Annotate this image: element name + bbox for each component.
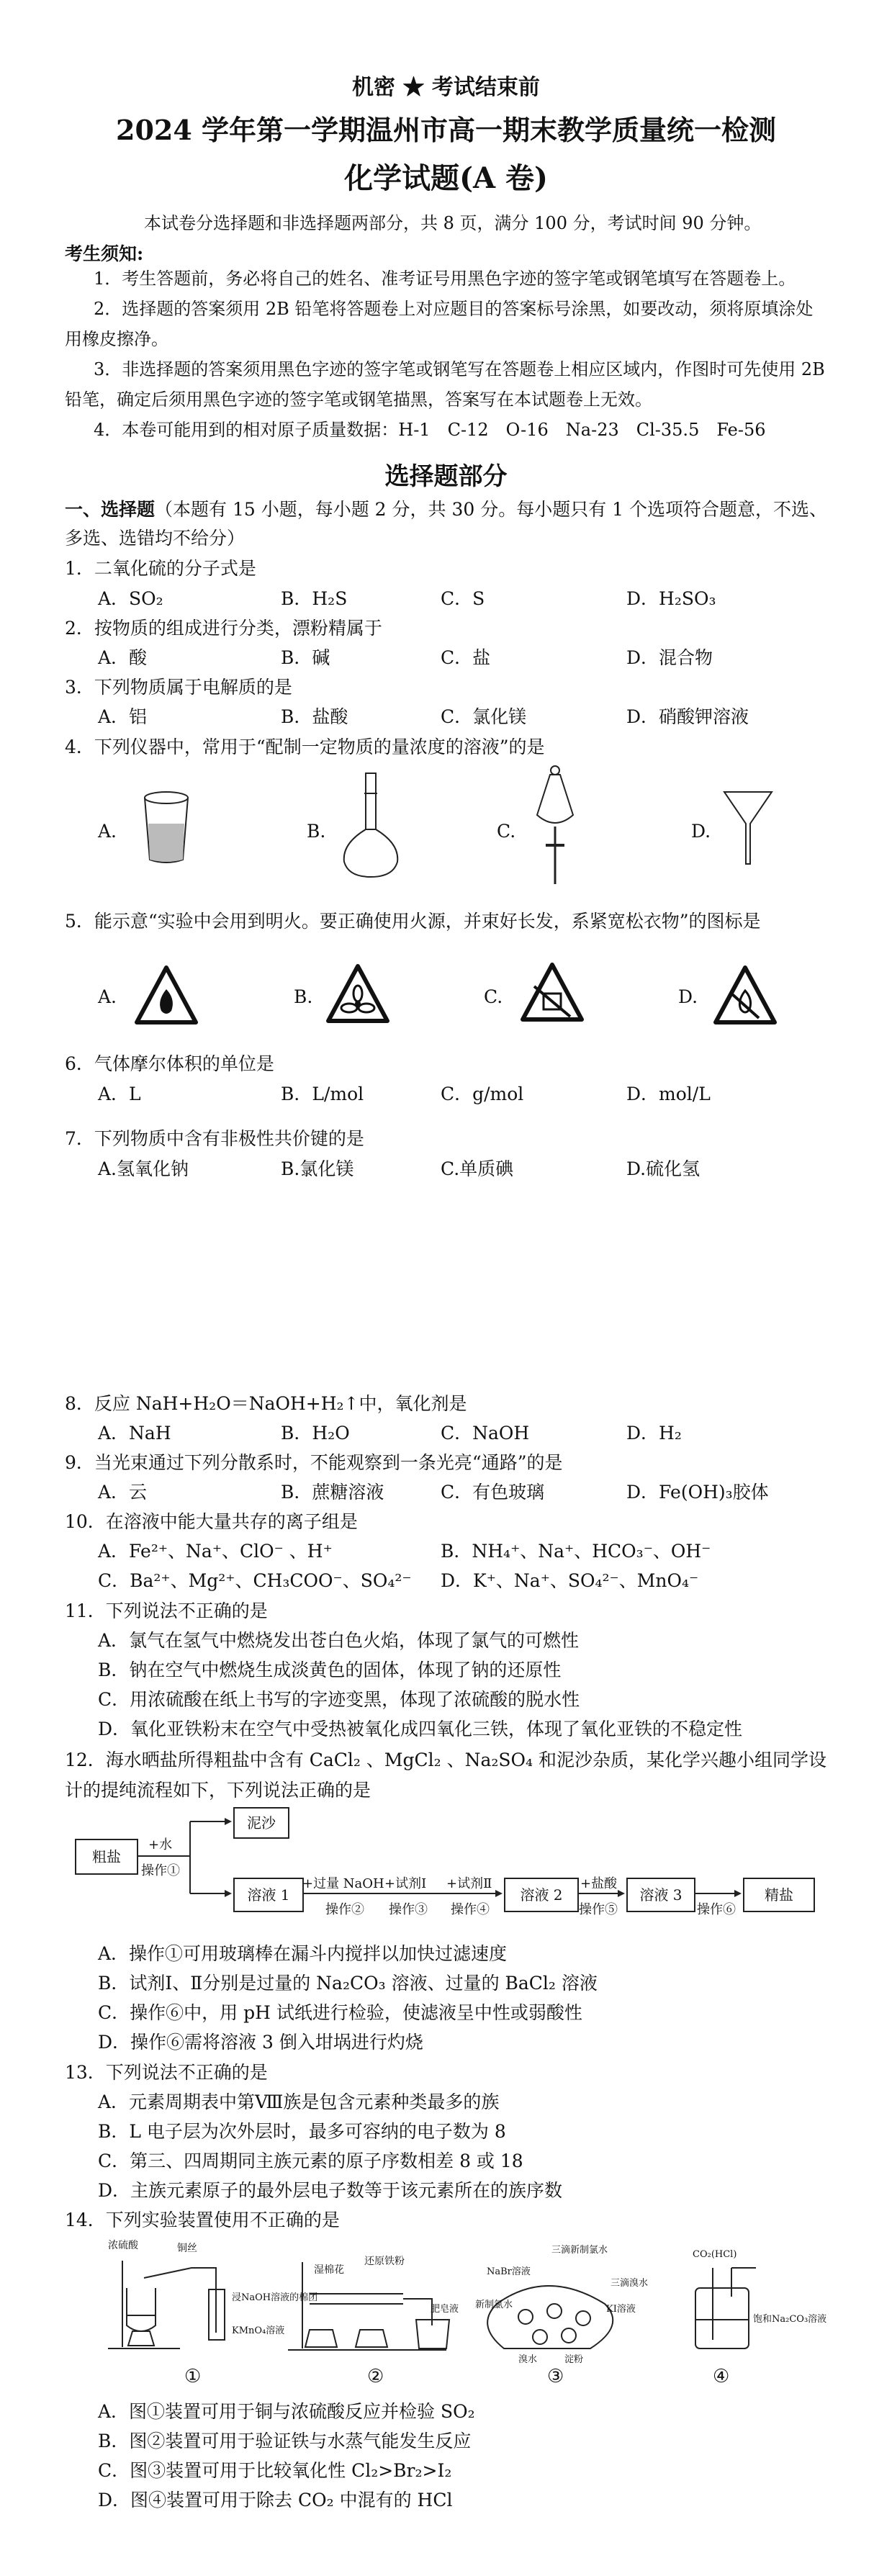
notice-title: 考生须知: — [65, 243, 144, 264]
q8-option-c: C．NaOH — [441, 1423, 530, 1444]
app2-label-iron: 还原铁粉 — [364, 2256, 405, 2267]
q11-stem: 11．下列说法不正确的是 — [65, 1600, 268, 1621]
exam-intro: 本试卷分选择题和非选择题两部分，共 8 页，满分 100 分，考试时间 90 分钟。 — [144, 213, 762, 233]
flow-add-reagent-1: +试剂Ⅰ — [384, 1876, 427, 1891]
q3-option-c: C．氯化镁 — [441, 706, 527, 727]
q13-option-b: B．L 电子层为次外层时，最多可容纳的电子数为 8 — [98, 2121, 506, 2142]
q13-stem: 13．下列说法不正确的是 — [65, 2062, 268, 2083]
app1-label-naoh: 浸NaOH溶液的棉团 — [232, 2292, 318, 2303]
app4-label-na2co3: 饱和Na₂CO₃溶液 — [753, 2314, 827, 2325]
app3-label-br2-drops: 三滴溴水 — [611, 2278, 649, 2289]
flow-add-reagent-2: +试剂Ⅱ — [446, 1876, 492, 1891]
q3-option-a: A．铝 — [98, 706, 148, 727]
q11-option-c: C．用浓硫酸在纸上书写的字迹变黑，体现了浓硫酸的脱水性 — [98, 1689, 580, 1710]
q3-option-d: D．硝酸钾溶液 — [626, 706, 749, 727]
flow-op3: 操作③ — [389, 1902, 428, 1917]
flow-add-hcl: +盐酸 — [580, 1876, 618, 1891]
q10-stem: 10．在溶液中能大量共存的离子组是 — [65, 1511, 358, 1532]
flow-op6: 操作⑥ — [697, 1902, 736, 1917]
flow-pure-salt: 精盐 — [743, 1878, 815, 1912]
flow-op1: 操作① — [141, 1863, 180, 1878]
q8-option-b: B．H₂O — [281, 1423, 350, 1444]
flow-solution-1: 溶液 1 — [233, 1878, 304, 1912]
q4-option-a: A. — [98, 821, 117, 842]
q9-stem: 9．当光束通过下列分散系时，不能观察到一条光亮“通路”的是 — [65, 1452, 563, 1473]
q9-option-d: D．Fe(OH)₃胶体 — [626, 1482, 769, 1503]
q5-option-d: D. — [678, 986, 698, 1007]
flow-add-naoh: +过量 NaOH — [302, 1876, 384, 1891]
q6-option-a: A．L — [98, 1084, 141, 1104]
q4-option-b: B. — [307, 821, 326, 842]
figure-caption-2: ② — [367, 2366, 384, 2387]
app3-label-nabr: NaBr溶液 — [487, 2266, 531, 2277]
q3-option-b: B．盐酸 — [281, 706, 348, 727]
q7-option-a: A.氢氧化钠 — [98, 1158, 189, 1179]
q6-stem: 6．气体摩尔体积的单位是 — [65, 1053, 274, 1074]
notice-item-2: 2．选择题的答案须用 2B 铅笔将答题卷上对应题目的答案标号涂黑，如要改动，须将原填涂处用橡皮擦净。 — [65, 299, 814, 349]
figure-caption-4: ④ — [713, 2366, 730, 2387]
q1-stem: 1．二氧化硫的分子式是 — [65, 558, 256, 579]
q4-option-c: C. — [497, 821, 516, 842]
q4-option-d: D. — [691, 821, 711, 842]
flow-solution-2: 溶液 2 — [504, 1878, 579, 1912]
q13-option-a: A．元素周期表中第Ⅷ族是包含元素种类最多的族 — [98, 2091, 500, 2112]
q2-option-d: D．混合物 — [626, 647, 713, 668]
q1-option-c: C．S — [441, 588, 485, 609]
q8-stem: 8．反应 NaH+H₂O＝NaOH+H₂↑中，氧化剂是 — [65, 1393, 467, 1414]
app1-label-copper: 铜丝 — [177, 2243, 197, 2254]
notice-item-4: 4．本卷可能用到的相对原子质量数据：H-1 C-12 O-16 Na-23 Cl-35.5 Fe-56 — [94, 420, 766, 440]
q14-option-a: A．图①装置可用于铜与浓硫酸反应并检验 SO₂ — [98, 2401, 475, 2422]
q4-stem: 4．下列仪器中，常用于“配制一定物质的量浓度的溶液”的是 — [65, 737, 545, 757]
secret-label: 机密 ★ 考试结束前 — [352, 75, 540, 100]
flow-mud: 泥沙 — [233, 1807, 289, 1839]
q11-option-b: B．钠在空气中燃烧生成淡黄色的固体，体现了钠的还原性 — [98, 1659, 562, 1680]
q7-option-c: C.单质碘 — [441, 1158, 514, 1179]
flow-op4: 操作④ — [451, 1902, 490, 1917]
q8-option-d: D．H₂ — [626, 1423, 682, 1444]
app3-label-cl2: 新制氯水 — [475, 2300, 513, 2310]
q2-stem: 2．按物质的组成进行分类，漂粉精属于 — [65, 618, 382, 639]
q12-option-c: C．操作⑥中，用 pH 试纸进行检验，使滤液呈中性或弱酸性 — [98, 2002, 582, 2023]
app3-label-ki: KI溶液 — [606, 2304, 636, 2315]
app2-label-soap: 肥皂液 — [431, 2304, 459, 2315]
section-desc: （本题有 15 小题，每小题 2 分，共 30 分。每小题只有 1 个选项符合题意，不选、多选、选错均不给分） — [65, 499, 828, 549]
q6-option-c: C．g/mol — [441, 1084, 524, 1104]
notice-item-1: 1．考生答题前，务必将自己的姓名、准考证号用黑色字迹的签字笔或钢笔填写在答题卷上。 — [94, 269, 796, 289]
section-title: 选择题部分 — [384, 462, 508, 491]
q10-option-d: D．K⁺、Na⁺、SO₄²⁻、MnO₄⁻ — [441, 1570, 699, 1591]
figure-caption-3: ③ — [547, 2366, 564, 2387]
q3-stem: 3．下列物质属于电解质的是 — [65, 677, 292, 698]
q9-option-c: C．有色玻璃 — [441, 1482, 545, 1503]
app1-label-acid: 浓硫酸 — [108, 2240, 138, 2251]
q1-option-b: B．H₂S — [281, 588, 348, 609]
exam-title: 2024 学年第一学期温州市高一期末教学质量统一检测 — [116, 114, 776, 146]
q10-option-b: B．NH₄⁺、Na⁺、HCO₃⁻、OH⁻ — [441, 1541, 711, 1562]
figure-caption-1: ① — [184, 2366, 202, 2387]
exam-subtitle: 化学试题(A 卷) — [344, 161, 548, 195]
app4-label-co2: CO₂(HCl) — [693, 2249, 737, 2260]
q1-option-d: D．H₂SO₃ — [626, 588, 716, 609]
q1-option-a: A．SO₂ — [98, 588, 163, 609]
flow-crude-salt: 粗盐 — [75, 1839, 138, 1875]
q7-stem: 7．下列物质中含有非极性共价键的是 — [65, 1128, 364, 1149]
q11-option-d: D．氧化亚铁粉末在空气中受热被氧化成四氧化三铁，体现了氧化亚铁的不稳定性 — [98, 1719, 743, 1739]
app1-label-kmno4: KMnO₄溶液 — [232, 2325, 285, 2336]
q7-option-b: B.氯化镁 — [281, 1158, 354, 1179]
q10-option-c: C．Ba²⁺、Mg²⁺、CH₃COO⁻、SO₄²⁻ — [98, 1570, 412, 1591]
q2-option-b: B．碱 — [281, 647, 330, 668]
q10-option-a: A．Fe²⁺、Na⁺、ClO⁻ 、H⁺ — [98, 1541, 333, 1562]
app3-label-starch: 淀粉 — [564, 2354, 584, 2365]
q6-option-d: D．mol/L — [626, 1084, 711, 1104]
q12-stem: 12．海水晒盐所得粗盐中含有 CaCl₂ 、MgCl₂ 、Na₂SO₄ 和泥沙杂质，某化学兴趣小组同学设计的提纯流程如下，下列说法正确的是 — [65, 1749, 826, 1801]
q14-stem: 14．下列实验装置使用不正确的是 — [65, 2210, 340, 2230]
q12-option-b: B．试剂Ⅰ、Ⅱ分别是过量的 Na₂CO₃ 溶液、过量的 BaCl₂ 溶液 — [98, 1973, 598, 1994]
q5-option-b: B. — [294, 986, 313, 1007]
flow-solution-3: 溶液 3 — [626, 1878, 695, 1912]
notice-item-3: 3．非选择题的答案须用黑色字迹的签字笔或钢笔写在答题卷上相应区域内，作图时可先使用 2B 铅笔，确定后须用黑色字迹的签字笔或钢笔描黑，答案写在本试题卷上无效。 — [65, 359, 825, 410]
q12-option-d: D．操作⑥需将溶液 3 倒入坩埚进行灼烧 — [98, 2032, 423, 2053]
q5-option-a: A. — [98, 986, 117, 1007]
app2-label-cotton: 湿棉花 — [314, 2264, 344, 2276]
q14-option-c: C．图③装置可用于比较氧化性 Cl₂>Br₂>I₂ — [98, 2460, 452, 2481]
app3-label-cl2-drops: 三滴新制氯水 — [551, 2245, 608, 2256]
q14-option-b: B．图②装置可用于验证铁与水蒸气能发生反应 — [98, 2431, 472, 2451]
q12-option-a: A．操作①可用玻璃棒在漏斗内搅拌以加快过滤速度 — [98, 1943, 508, 1964]
q9-option-b: B．蔗糖溶液 — [281, 1482, 384, 1503]
section-lead: 一、选择题 — [65, 499, 156, 520]
q5-option-c: C. — [484, 986, 503, 1007]
flow-op2: 操作② — [325, 1902, 364, 1917]
q13-option-d: D．主族元素原子的最外层电子数等于该元素所在的族序数 — [98, 2180, 563, 2201]
q13-option-c: C．第三、四周期同主族元素的原子序数相差 8 或 18 — [98, 2151, 523, 2171]
q6-option-b: B．L/mol — [281, 1084, 364, 1104]
q11-option-a: A．氯气在氢气中燃烧发出苍白色火焰，体现了氯气的可燃性 — [98, 1630, 580, 1651]
q5-stem: 5．能示意“实验中会用到明火。要正确使用火源，并束好长发，系紧宽松衣物”的图标是 — [65, 911, 761, 932]
flow-add-water: +水 — [148, 1837, 173, 1852]
flow-op5: 操作⑤ — [579, 1902, 618, 1917]
q2-option-a: A．酸 — [98, 647, 148, 668]
q9-option-a: A．云 — [98, 1482, 148, 1503]
q14-option-d: D．图④装置可用于除去 CO₂ 中混有的 HCl — [98, 2490, 453, 2510]
q2-option-c: C．盐 — [441, 647, 491, 668]
app3-label-br2: 溴水 — [518, 2354, 538, 2365]
q7-option-d: D.硫化氢 — [626, 1158, 700, 1179]
q8-option-a: A．NaH — [98, 1423, 171, 1444]
